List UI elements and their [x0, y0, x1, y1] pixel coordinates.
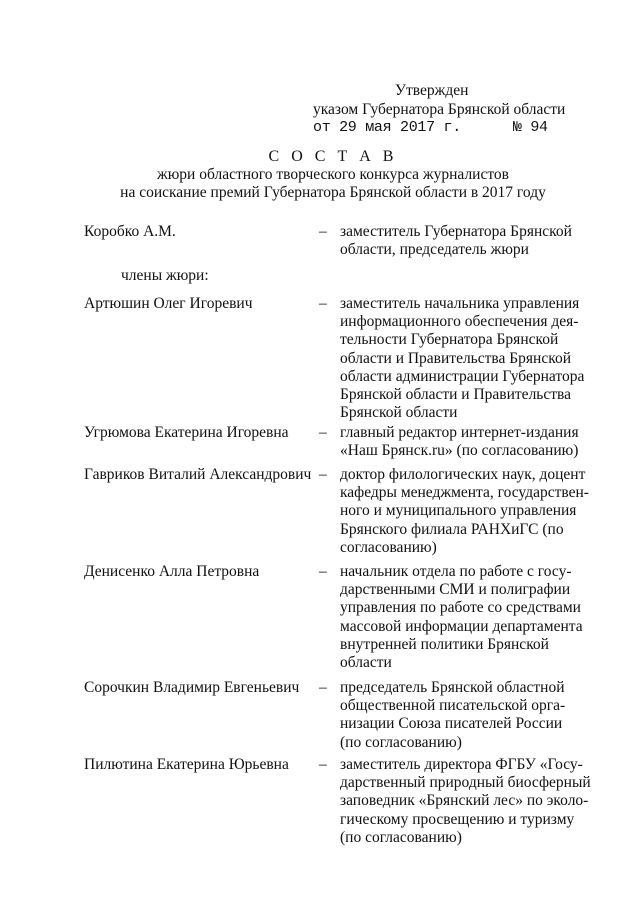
role-line: дарственный природный биосферный [340, 774, 591, 792]
role-line: председатель Брянской областной [340, 679, 565, 696]
role-line: массовой информации департамента [340, 617, 583, 635]
approval-block [313, 82, 565, 138]
role-line: (по согласованию) [340, 828, 462, 846]
role-line: области [340, 654, 392, 672]
role-line: «Наш Брянск.ru» (по согласованию) [340, 442, 579, 460]
dash-separator: – [319, 223, 327, 240]
dash-separator: – [319, 679, 327, 696]
member-name: Пилютина Екатерина Юрьевна [84, 756, 289, 773]
role-line: информационного обеспечения дея- [340, 313, 579, 331]
member-role [340, 756, 590, 847]
role-line: заместитель начальника управления [340, 295, 580, 312]
member-role [340, 466, 590, 557]
role-line: управления по работе со средствами [340, 599, 581, 617]
dash-separator: – [319, 756, 327, 773]
role-line: области, председатель жюри [340, 241, 529, 259]
role-line: заместитель директора ФГБУ «Госу- [340, 756, 583, 773]
document-heading: С О С Т А В [268, 148, 398, 165]
dash-separator: – [319, 424, 327, 441]
role-line: области и Правительства Брянской [340, 349, 572, 367]
member-name: Гавриков Виталий Александрович [84, 466, 312, 483]
role-line: заповедник «Брянский лес» по эколо- [340, 792, 589, 810]
approval-date: от 29 мая 2017 г. [313, 119, 461, 136]
title-block [0, 148, 640, 202]
role-line: заместитель Губернатора Брянской [340, 223, 572, 240]
member-name: Сорочкин Владимир Евгеньевич [84, 679, 300, 696]
member-name: Денисенко Алла Петровна [84, 563, 260, 580]
role-line: Брянской области и Правительства [340, 386, 572, 404]
role-line: Брянской области [340, 404, 458, 422]
dash-separator: – [319, 563, 327, 580]
role-line: дарственными СМИ и полиграфии [340, 581, 571, 599]
role-line: начальник отдела по работе с госу- [340, 563, 572, 580]
dash-separator: – [319, 295, 327, 312]
role-line: Брянского филиала РАНХиГС (по [340, 520, 564, 538]
title-line-1: жюри областного творческого конкурса журналистов [157, 166, 509, 183]
member-role [340, 679, 590, 752]
approval-line-1: Утвержден [395, 82, 469, 99]
approval-line-2: указом Губернатора Брянской области [313, 100, 566, 118]
member-role [340, 424, 590, 460]
role-line: (по согласованию) [340, 733, 462, 751]
role-line: низации Союза писателей России [340, 715, 563, 733]
members-label: члены жюри: [121, 267, 209, 284]
role-line: внутренней политики Брянской [340, 635, 549, 653]
approval-date-line [313, 119, 565, 138]
role-line: главный редактор интернет-издания [340, 424, 579, 441]
approval-number: № 94 [512, 119, 548, 136]
dash-separator: – [319, 466, 327, 483]
role-line: ного и муниципального управления [340, 502, 577, 520]
role-line: согласованию) [340, 538, 437, 556]
title-line-2: на соискание премий Губернатора Брянской области в 2017 году [120, 184, 546, 201]
role-line: гическому просвещению и туризму [340, 810, 575, 828]
member-name: Коробко А.М. [84, 223, 176, 240]
member-role [340, 223, 590, 259]
role-line: доктор филологических наук, доцент [340, 466, 586, 483]
member-name: Артюшин Олег Игоревич [84, 295, 253, 312]
role-line: области администрации Губернатора [340, 367, 585, 385]
role-line: общественной писательской орга- [340, 697, 566, 715]
role-line: тельности Губернатора Брянской [340, 331, 559, 349]
role-line: кафедры менеджмента, государствен- [340, 484, 589, 502]
member-name: Угрюмова Екатерина Игоревна [84, 424, 289, 441]
member-role [340, 563, 590, 672]
member-role [340, 295, 590, 422]
